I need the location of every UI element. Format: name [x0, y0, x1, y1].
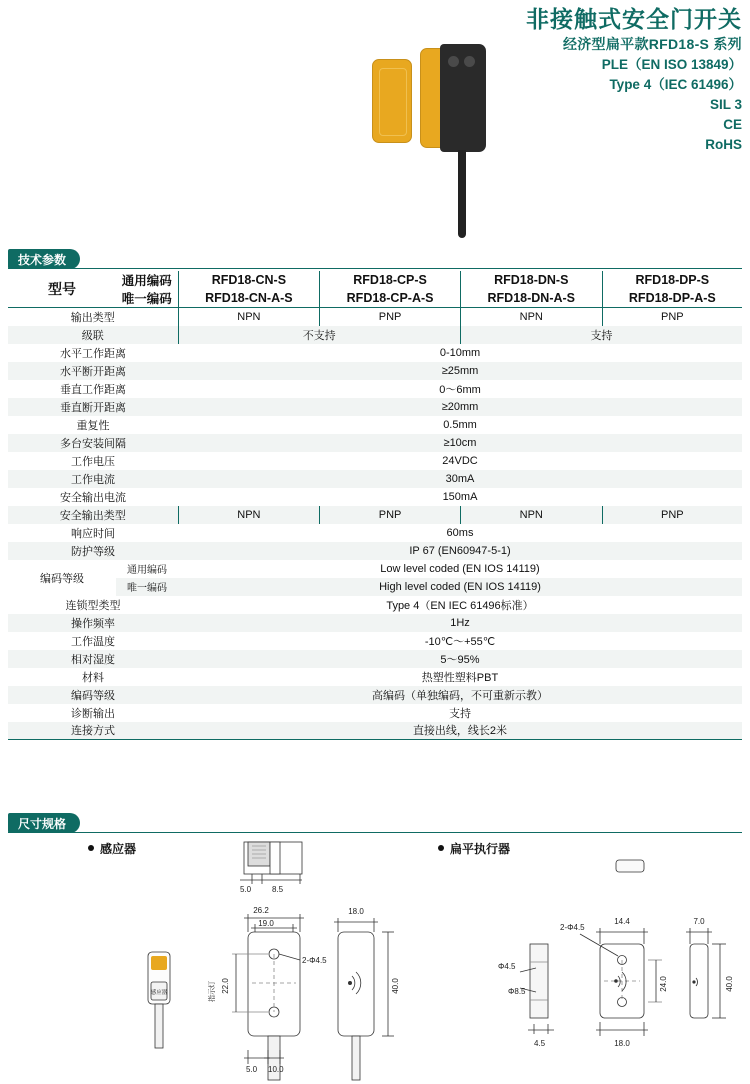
dim-actuator-base-width: 18.0 — [614, 1039, 630, 1048]
table-row — [8, 380, 742, 398]
dimension-area — [0, 836, 750, 1084]
table-row — [8, 632, 742, 650]
cable-illustration — [458, 150, 466, 238]
table-row — [8, 686, 742, 704]
table-row — [8, 614, 742, 632]
table-row — [8, 398, 742, 416]
dim-actuator-height: 24.0 — [659, 976, 668, 992]
dim-sensor-top-2: 8.5 — [272, 885, 284, 894]
dim-sensor-hole-note: 2-Φ4.5 — [302, 956, 327, 965]
row-label-material: 材料 — [82, 671, 104, 684]
row-label-connection: 连接方式 — [8, 722, 178, 740]
row-label-op-temp: 工作温度 — [71, 635, 115, 648]
header-text-block — [526, 4, 742, 155]
cert-line-2: Type 4（IEC 61496） — [609, 77, 742, 92]
dim-sensor-width-inner: 19.0 — [258, 919, 274, 928]
table-row — [8, 488, 742, 506]
row-16-value: Type 4（EN IEC 61496标准） — [386, 599, 534, 612]
row-14-value: Low level coded (EN IOS 14119) — [380, 562, 540, 575]
dim-sensor-hole-pitch: 22.0 — [221, 978, 230, 994]
row-11-col-4: PNP — [602, 506, 742, 524]
table-row — [8, 308, 742, 326]
row-21-value: 高编码（单独编码，不可重新示教） — [178, 686, 742, 704]
dim-sensor-bottom-2: 10.0 — [268, 1065, 284, 1074]
row-19-value: 5～95% — [178, 650, 742, 668]
row-11-col-2: PNP — [320, 506, 461, 524]
row-label-h-work-dist: 水平工作距离 — [60, 347, 126, 360]
dimension-banner-rule — [8, 832, 742, 833]
table-row — [8, 362, 742, 380]
cert-line-3: SIL 3 — [709, 97, 742, 112]
table-row-model-unique — [8, 289, 742, 308]
sensor-dark-cap-illustration — [440, 44, 486, 152]
page-header — [0, 0, 750, 250]
row-label-h-release-dist: 水平断开距离 — [8, 362, 178, 380]
row-label-response-time: 响应时间 — [71, 527, 115, 540]
product-photo — [370, 32, 510, 237]
table-row — [8, 344, 742, 362]
row-1-group-2: 支持 — [460, 326, 742, 344]
actuator-inner-outline — [379, 68, 407, 136]
common-code-label: 通用编码 — [121, 274, 172, 288]
dim-sensor-led-note: 指示灯 — [209, 981, 216, 1002]
model-col-4-unique: RFD18-DP-A-S — [602, 289, 742, 308]
row-label-repeatability: 重复性 — [76, 419, 110, 432]
row-label-voltage: 工作电压 — [71, 455, 115, 468]
table-row — [8, 650, 742, 668]
model-col-3-unique: RFD18-DN-A-S — [460, 289, 602, 308]
row-label-safety-out-current: 安全输出电流 — [60, 491, 126, 504]
row-label-v-release-dist: 垂直断开距离 — [8, 398, 178, 416]
row-label-op-frequency: 操作频率 — [8, 614, 178, 632]
table-row — [8, 416, 742, 434]
unique-code-label: 唯一编码 — [121, 292, 172, 306]
row-label-coding-grade: 编码等级 — [8, 686, 178, 704]
row-label-humidity: 相对湿度 — [8, 650, 178, 668]
model-col-4-common: RFD18-DP-S — [602, 271, 742, 289]
row-label-cascade: 级联 — [8, 326, 178, 344]
product-sketch-tag: 感应器 — [150, 990, 168, 996]
table-row — [8, 434, 742, 452]
row-0-col-3: NPN — [460, 308, 602, 326]
row-0-col-1: NPN — [178, 308, 320, 326]
row-label-mount-spacing: 多台安装间隔 — [8, 434, 178, 452]
row-label-output-type: 输出类型 — [70, 311, 115, 324]
dim-actuator-side-height: 40.0 — [725, 976, 734, 992]
dim-actuator-hole-dia: Φ4.5 — [498, 962, 516, 971]
table-row — [8, 506, 742, 524]
page-subtitle: 经济型扁平款RFD18-S 系列 — [562, 36, 742, 52]
model-col-1-common: RFD18-CN-S — [178, 271, 320, 289]
table-row — [8, 542, 742, 560]
table-row — [8, 722, 742, 740]
table-row-model-common — [8, 271, 742, 289]
row-10-value: 150mA — [442, 490, 478, 503]
table-row — [8, 470, 742, 488]
cert-line-1: PLE（EN ISO 13849） — [601, 57, 742, 72]
row-8-value: 24VDC — [442, 454, 478, 467]
row-23-value: 直接出线，线长2米 — [178, 722, 742, 740]
row-22-value: 支持 — [449, 707, 471, 720]
dim-actuator-side-width: 7.0 — [693, 917, 705, 926]
cert-line-4: CE — [723, 117, 742, 132]
table-row — [8, 452, 742, 470]
dim-actuator-width: 14.4 — [614, 917, 630, 926]
model-col-1-unique: RFD18-CN-A-S — [178, 289, 320, 308]
row-3-value: ≥25mm — [178, 362, 742, 380]
table-row — [8, 668, 742, 686]
spec-banner-rule — [8, 268, 742, 269]
row-label-v-work-dist: 垂直工作距离 — [60, 383, 126, 396]
row-label-protection: 防护等级 — [8, 542, 178, 560]
row-0-col-4: PNP — [602, 308, 742, 326]
row-4-value: 0～6mm — [439, 383, 481, 396]
table-row — [8, 560, 742, 578]
table-row — [8, 326, 742, 344]
table-row — [8, 704, 742, 722]
actuator-dimension-title-text: 扁平执行器 — [450, 842, 511, 856]
row-15-sub: 唯一编码 — [116, 578, 178, 596]
cert-line-5: RoHS — [705, 137, 742, 152]
row-13-value: IP 67 (EN60947-5-1) — [178, 542, 742, 560]
row-2-value: 0-10mm — [439, 346, 481, 359]
row-17-value: 1Hz — [178, 614, 742, 632]
dim-actuator-hole-note: 2-Φ4.5 — [560, 923, 585, 932]
row-14-sub: 通用编码 — [127, 565, 167, 576]
model-label: 型号 — [48, 281, 76, 297]
actuator-illustration — [372, 59, 412, 143]
page-title: 非接触式安全门开关 — [526, 6, 742, 32]
row-label-interlock-type: 连锁型类型 — [65, 599, 121, 612]
table-row — [8, 524, 742, 542]
row-label-diagnostic-out: 诊断输出 — [71, 707, 115, 720]
dim-sensor-side-height: 40.0 — [391, 978, 400, 994]
dim-actuator-thickness: 4.5 — [534, 1039, 546, 1048]
sensor-dimension-title-text: 感应器 — [100, 842, 137, 856]
row-label-coding-level: 编码等级 — [40, 572, 84, 585]
row-20-value: 热塑性塑料PBT — [421, 671, 499, 684]
model-col-2-unique: RFD18-CP-A-S — [320, 289, 461, 308]
table-row — [8, 578, 742, 596]
dim-sensor-top-1: 5.0 — [240, 885, 252, 894]
dim-actuator-counterbore: Φ8.5 — [508, 987, 526, 996]
row-0-col-2: PNP — [320, 308, 461, 326]
dimension-section-banner: 尺寸规格 — [8, 813, 80, 833]
specification-table — [8, 271, 742, 740]
row-5-value: ≥20mm — [178, 398, 742, 416]
row-11-col-1: NPN — [178, 506, 320, 524]
model-col-2-common: RFD18-CP-S — [320, 271, 461, 289]
row-6-value: 0.5mm — [443, 418, 477, 431]
row-label-safety-out-type: 安全输出类型 — [8, 506, 178, 524]
dim-sensor-bottom-1: 5.0 — [246, 1065, 258, 1074]
dim-sensor-side-width: 18.0 — [348, 907, 364, 916]
row-7-value: ≥10cm — [178, 434, 742, 452]
row-18-value: -10℃～+55℃ — [424, 635, 496, 648]
row-12-value: 60ms — [446, 526, 474, 539]
row-1-group-1: 不支持 — [178, 326, 460, 344]
row-9-value: 30mA — [178, 470, 742, 488]
row-11-col-3: NPN — [460, 506, 602, 524]
spec-section-banner: 技术参数 — [8, 249, 80, 269]
row-15-value: High level coded (EN IOS 14119) — [178, 578, 742, 596]
dim-sensor-width-outer: 26.2 — [253, 906, 269, 915]
table-row — [8, 596, 742, 614]
row-label-current: 工作电流 — [8, 470, 178, 488]
model-col-3-common: RFD18-DN-S — [460, 271, 602, 289]
dimension-drawings — [0, 836, 750, 1084]
